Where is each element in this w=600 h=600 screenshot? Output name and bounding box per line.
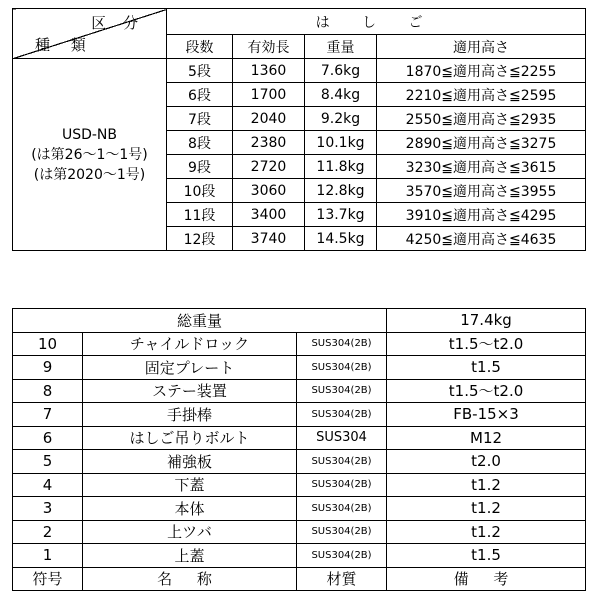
- part-material: SUS304(2B): [297, 356, 387, 380]
- weight-cell: 8.4kg: [305, 83, 377, 107]
- footer-number-label: 符号: [13, 567, 83, 591]
- steps-cell: 12段: [167, 227, 233, 251]
- part-note: t1.5: [387, 544, 586, 568]
- ladder-spec-table: [12, 8, 586, 251]
- type-code-2: (は第2020～1号): [33, 166, 146, 183]
- weight-cell: 13.7kg: [305, 203, 377, 227]
- part-number: 6: [13, 426, 83, 450]
- part-name: 固定プレート: [83, 356, 297, 380]
- type-cell: [13, 59, 167, 251]
- height-cell: 1870≦適用高さ≦2255: [377, 59, 586, 83]
- part-material: SUS304(2B): [297, 497, 387, 521]
- col-header-weight: 重量: [305, 35, 377, 59]
- footer-note-label: 備 考: [387, 567, 586, 591]
- table-row: [13, 544, 586, 568]
- part-number: 8: [13, 379, 83, 403]
- part-material: SUS304(2B): [297, 473, 387, 497]
- weight-cell: 7.6kg: [305, 59, 377, 83]
- part-material: SUS304(2B): [297, 403, 387, 427]
- footer-material-label: 材質: [297, 567, 387, 591]
- header-corner-cell: [13, 9, 167, 59]
- part-number: 5: [13, 450, 83, 474]
- part-number: 9: [13, 356, 83, 380]
- part-number: 3: [13, 497, 83, 521]
- part-material: SUS304(2B): [297, 332, 387, 356]
- weight-cell: 9.2kg: [305, 107, 377, 131]
- part-note: FB-15×3: [387, 403, 586, 427]
- height-cell: 3910≦適用高さ≦4295: [377, 203, 586, 227]
- table-footer-row: [13, 567, 586, 591]
- table-row: [13, 403, 586, 427]
- total-weight-value: 17.4kg: [387, 309, 586, 333]
- part-name: 本体: [83, 497, 297, 521]
- part-note: t1.5: [387, 356, 586, 380]
- length-cell: 3740: [233, 227, 305, 251]
- height-cell: 2550≦適用高さ≦2935: [377, 107, 586, 131]
- length-cell: 2040: [233, 107, 305, 131]
- table-row: [13, 497, 586, 521]
- length-cell: 1360: [233, 59, 305, 83]
- height-cell: 2890≦適用高さ≦3275: [377, 131, 586, 155]
- height-cell: 3230≦適用高さ≦3615: [377, 155, 586, 179]
- steps-cell: 7段: [167, 107, 233, 131]
- steps-cell: 5段: [167, 59, 233, 83]
- length-cell: 2380: [233, 131, 305, 155]
- table-row: [13, 332, 586, 356]
- table-row: [13, 356, 586, 380]
- height-cell: 4250≦適用高さ≦4635: [377, 227, 586, 251]
- col-header-steps: 段数: [167, 35, 233, 59]
- length-cell: 1700: [233, 83, 305, 107]
- table-row: [13, 426, 586, 450]
- corner-top-label: 区 分: [91, 14, 144, 32]
- corner-bottom-label: 種 類: [35, 36, 94, 54]
- part-material: SUS304(2B): [297, 450, 387, 474]
- weight-cell: 14.5kg: [305, 227, 377, 251]
- part-material: SUS304(2B): [297, 520, 387, 544]
- part-number: 2: [13, 520, 83, 544]
- part-note: t1.2: [387, 497, 586, 521]
- part-note: t1.2: [387, 473, 586, 497]
- part-material: SUS304: [297, 426, 387, 450]
- part-note: t1.5～t2.0: [387, 332, 586, 356]
- part-name: 上ツバ: [83, 520, 297, 544]
- col-header-length: 有効長: [233, 35, 305, 59]
- length-cell: 3060: [233, 179, 305, 203]
- steps-cell: 6段: [167, 83, 233, 107]
- footer-name-label: 名 称: [83, 567, 297, 591]
- part-note: t1.2: [387, 520, 586, 544]
- part-note: M12: [387, 426, 586, 450]
- part-material: SUS304(2B): [297, 544, 387, 568]
- part-number: 1: [13, 544, 83, 568]
- part-number: 4: [13, 473, 83, 497]
- part-name: 手掛棒: [83, 403, 297, 427]
- ladder-header: は し ご: [167, 9, 586, 35]
- weight-cell: 11.8kg: [305, 155, 377, 179]
- part-note: t1.5～t2.0: [387, 379, 586, 403]
- type-code-1: (は第26～1～1号): [31, 146, 148, 163]
- part-name: 上蓋: [83, 544, 297, 568]
- total-weight-label: 総重量: [13, 309, 387, 333]
- table-row: [13, 379, 586, 403]
- part-name: 補強板: [83, 450, 297, 474]
- height-cell: 2210≦適用高さ≦2595: [377, 83, 586, 107]
- part-number: 10: [13, 332, 83, 356]
- weight-cell: 12.8kg: [305, 179, 377, 203]
- steps-cell: 9段: [167, 155, 233, 179]
- parts-list-table: [12, 308, 586, 591]
- part-note: t2.0: [387, 450, 586, 474]
- col-header-height: 適用高さ: [377, 35, 586, 59]
- length-cell: 2720: [233, 155, 305, 179]
- part-name: チャイルドロック: [83, 332, 297, 356]
- part-name: はしご吊りボルト: [83, 426, 297, 450]
- part-name: ステー装置: [83, 379, 297, 403]
- part-name: 下蓋: [83, 473, 297, 497]
- table-row: [13, 473, 586, 497]
- table-row: [13, 520, 586, 544]
- steps-cell: 8段: [167, 131, 233, 155]
- type-name: USD-NB: [61, 126, 118, 143]
- steps-cell: 11段: [167, 203, 233, 227]
- steps-cell: 10段: [167, 179, 233, 203]
- table-row: [13, 450, 586, 474]
- part-material: SUS304(2B): [297, 379, 387, 403]
- weight-cell: 10.1kg: [305, 131, 377, 155]
- length-cell: 3400: [233, 203, 305, 227]
- height-cell: 3570≦適用高さ≦3955: [377, 179, 586, 203]
- part-number: 7: [13, 403, 83, 427]
